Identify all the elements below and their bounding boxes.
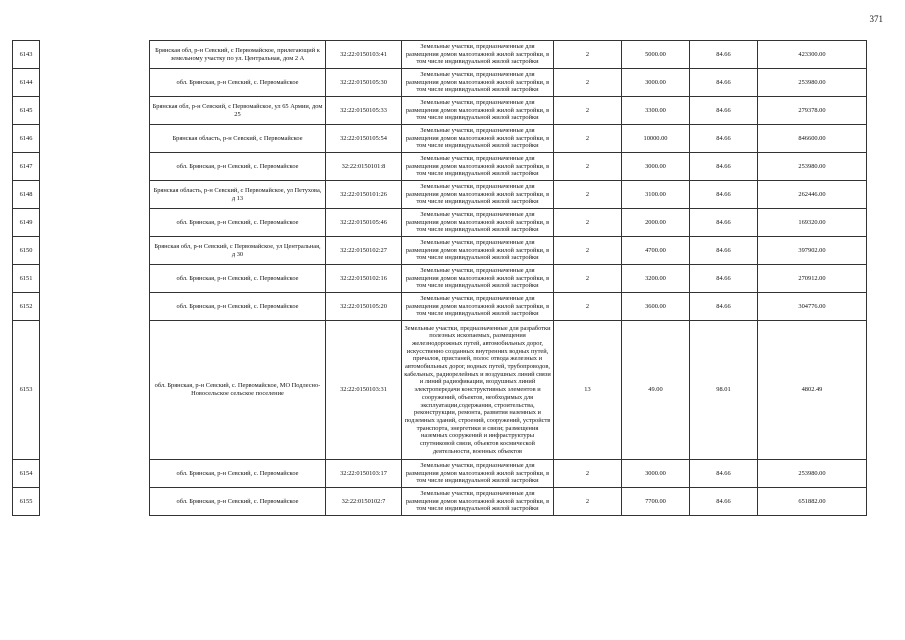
area-cell: 3100.00 <box>622 181 690 209</box>
gap-cell <box>40 265 150 293</box>
table-row <box>13 460 867 488</box>
cadastral-number-cell: 32:22:0150105:46 <box>326 209 402 237</box>
table-row <box>13 97 867 125</box>
table-row <box>13 237 867 265</box>
gap-cell <box>40 237 150 265</box>
row-number: 6151 <box>13 265 40 293</box>
address-cell: обл. Брянская, р-н Севский, с. Первомайское <box>150 209 326 237</box>
gap-cell <box>40 460 150 488</box>
area-cell: 5000.00 <box>622 41 690 69</box>
group-cell: 2 <box>554 125 622 153</box>
area-cell: 4700.00 <box>622 237 690 265</box>
row-number: 6148 <box>13 181 40 209</box>
land-use-cell: Земельные участки, предназначенные для размещения домов малоэтажной жилой застройки, в том числе индивидуальной жилой застройки <box>402 237 554 265</box>
gap-cell <box>40 488 150 516</box>
table-row <box>13 293 867 321</box>
group-cell: 2 <box>554 181 622 209</box>
cadastral-value-cell: 262446.00 <box>758 181 867 209</box>
area-cell: 3000.00 <box>622 69 690 97</box>
land-use-cell: Земельные участки, предназначенные для размещения домов малоэтажной жилой застройки, в том числе индивидуальной жилой застройки <box>402 97 554 125</box>
group-cell: 2 <box>554 209 622 237</box>
cadastral-value-cell: 846600.00 <box>758 125 867 153</box>
gap-cell <box>40 209 150 237</box>
land-use-cell: Земельные участки, предназначенные для размещения домов малоэтажной жилой застройки, в том числе индивидуальной жилой застройки <box>402 460 554 488</box>
specific-value-cell: 84.66 <box>690 265 758 293</box>
specific-value-cell: 84.66 <box>690 237 758 265</box>
specific-value-cell: 84.66 <box>690 209 758 237</box>
cadastral-number-cell: 32:22:0150101:26 <box>326 181 402 209</box>
area-cell: 10000.00 <box>622 125 690 153</box>
table-row <box>13 69 867 97</box>
cadastral-number-cell: 32:22:0150102:27 <box>326 237 402 265</box>
gap-cell <box>40 181 150 209</box>
specific-value-cell: 84.66 <box>690 125 758 153</box>
address-cell: Брянская обл, р-н Севский, с Первомайское, прилегающий к земельному участку по ул. Центральная, дом 2 А <box>150 41 326 69</box>
row-number: 6144 <box>13 69 40 97</box>
group-cell: 2 <box>554 293 622 321</box>
address-cell: обл. Брянская, р-н Севский, с. Первомайское <box>150 69 326 97</box>
table-row <box>13 181 867 209</box>
gap-cell <box>40 97 150 125</box>
cadastral-number-cell: 32:22:0150101:8 <box>326 153 402 181</box>
cadastral-number-cell: 32:22:0150105:33 <box>326 97 402 125</box>
land-use-cell: Земельные участки, предназначенные для размещения домов малоэтажной жилой застройки, в том числе индивидуальной жилой застройки <box>402 265 554 293</box>
row-number: 6143 <box>13 41 40 69</box>
row-number: 6154 <box>13 460 40 488</box>
cadastral-value-cell: 253980.00 <box>758 69 867 97</box>
area-cell: 3000.00 <box>622 460 690 488</box>
land-use-cell: Земельные участки, предназначенные для размещения домов малоэтажной жилой застройки, в том числе индивидуальной жилой застройки <box>402 488 554 516</box>
address-cell: обл. Брянская, р-н Севский, с. Первомайское <box>150 488 326 516</box>
land-use-cell: Земельные участки, предназначенные для размещения домов малоэтажной жилой застройки, в том числе индивидуальной жилой застройки <box>402 293 554 321</box>
area-cell: 3300.00 <box>622 97 690 125</box>
table-row <box>13 125 867 153</box>
gap-cell <box>40 69 150 97</box>
address-cell: Брянская область, р-н Севский, с Первомайское <box>150 125 326 153</box>
land-use-cell: Земельные участки, предназначенные для размещения домов малоэтажной жилой застройки, в том числе индивидуальной жилой застройки <box>402 209 554 237</box>
land-use-cell: Земельные участки, предназначенные для размещения домов малоэтажной жилой застройки, в том числе индивидуальной жилой застройки <box>402 69 554 97</box>
cadastral-value-cell: 279378.00 <box>758 97 867 125</box>
specific-value-cell: 84.66 <box>690 41 758 69</box>
row-number: 6152 <box>13 293 40 321</box>
address-cell: обл. Брянская, р-н Севский, с. Первомайское <box>150 265 326 293</box>
cadastral-number-cell: 32:22:0150105:20 <box>326 293 402 321</box>
cadastral-value-cell: 4802.49 <box>758 321 867 460</box>
row-number: 6146 <box>13 125 40 153</box>
row-number: 6149 <box>13 209 40 237</box>
group-cell: 2 <box>554 488 622 516</box>
specific-value-cell: 84.66 <box>690 69 758 97</box>
gap-cell <box>40 41 150 69</box>
table-row <box>13 321 867 460</box>
table-row <box>13 265 867 293</box>
specific-value-cell: 98.01 <box>690 321 758 460</box>
group-cell: 2 <box>554 460 622 488</box>
group-cell: 2 <box>554 69 622 97</box>
area-cell: 2000.00 <box>622 209 690 237</box>
address-cell: обл. Брянская, р-н Севский, с. Первомайское <box>150 153 326 181</box>
cadastral-number-cell: 32:22:0150105:54 <box>326 125 402 153</box>
area-cell: 7700.00 <box>622 488 690 516</box>
cadastral-value-cell: 651882.00 <box>758 488 867 516</box>
cadastral-number-cell: 32:22:0150103:17 <box>326 460 402 488</box>
gap-cell <box>40 153 150 181</box>
cadastral-value-cell: 253980.00 <box>758 460 867 488</box>
address-cell: обл. Брянская, р-н Севский, с. Первомайское <box>150 293 326 321</box>
group-cell: 2 <box>554 97 622 125</box>
row-number: 6150 <box>13 237 40 265</box>
specific-value-cell: 84.66 <box>690 293 758 321</box>
address-cell: Брянская обл, р-н Севский, с Первомайское, ул 65 Армии, дом 25 <box>150 97 326 125</box>
land-use-cell: Земельные участки, предназначенные для размещения домов малоэтажной жилой застройки, в том числе индивидуальной жилой застройки <box>402 125 554 153</box>
page-number: 371 <box>869 14 883 24</box>
address-cell: обл. Брянская, р-н Севский, с. Первомайское <box>150 460 326 488</box>
table-row <box>13 41 867 69</box>
cadastral-number-cell: 32:22:0150102:16 <box>326 265 402 293</box>
area-cell: 3000.00 <box>622 153 690 181</box>
address-cell: Брянская область, р-н Севский, с Первомайское, ул Петухова, д 13 <box>150 181 326 209</box>
cadastral-value-cell: 253980.00 <box>758 153 867 181</box>
land-use-cell: Земельные участки, предназначенные для размещения домов малоэтажной жилой застройки, в том числе индивидуальной жилой застройки <box>402 181 554 209</box>
specific-value-cell: 84.66 <box>690 488 758 516</box>
cadastral-value-cell: 169320.00 <box>758 209 867 237</box>
area-cell: 3600.00 <box>622 293 690 321</box>
row-number: 6147 <box>13 153 40 181</box>
cadastral-number-cell: 32:22:0150102:7 <box>326 488 402 516</box>
area-cell: 49.00 <box>622 321 690 460</box>
cadastral-number-cell: 32:22:0150105:30 <box>326 69 402 97</box>
cadastral-number-cell: 32:22:0150103:31 <box>326 321 402 460</box>
table-row <box>13 153 867 181</box>
cadastral-number-cell: 32:22:0150103:41 <box>326 41 402 69</box>
group-cell: 2 <box>554 265 622 293</box>
specific-value-cell: 84.66 <box>690 153 758 181</box>
group-cell: 13 <box>554 321 622 460</box>
land-use-cell: Земельные участки, предназначенные для размещения домов малоэтажной жилой застройки, в том числе индивидуальной жилой застройки <box>402 41 554 69</box>
cadastral-value-table <box>12 40 867 516</box>
land-use-cell: Земельные участки, предназначенные для разработки полезных ископаемых, размещения железнодорожных путей, автомобильных дорог, искусственно созданных внутренних водных путей, причалов, пристаней, полос отвода железных и автомобильных дорог, водных путей, трубопроводов, кабельных, радиорелейных и воздушных линий связи и линий радиофикации, воздушных линий электропередачи конструктивных элементов и сооружений, объектов, необходимых для эксплуатации,содержания, строительства, реконструкции, ремонта, развития наземных и подземных зданий, строений, сооружений, устройств транспорта, энергетики и связи; размещения наземных сооружений и инфраструктуры спутниковой связи, объектов космической деятельности, военных объектов <box>402 321 554 460</box>
specific-value-cell: 84.66 <box>690 181 758 209</box>
cadastral-value-cell: 304776.00 <box>758 293 867 321</box>
gap-cell <box>40 125 150 153</box>
group-cell: 2 <box>554 237 622 265</box>
cadastral-value-cell: 397902.00 <box>758 237 867 265</box>
group-cell: 2 <box>554 153 622 181</box>
table-row <box>13 488 867 516</box>
row-number: 6153 <box>13 321 40 460</box>
gap-cell <box>40 293 150 321</box>
table-body <box>13 41 867 516</box>
cadastral-value-cell: 423300.00 <box>758 41 867 69</box>
specific-value-cell: 84.66 <box>690 97 758 125</box>
area-cell: 3200.00 <box>622 265 690 293</box>
row-number: 6155 <box>13 488 40 516</box>
land-use-cell: Земельные участки, предназначенные для размещения домов малоэтажной жилой застройки, в том числе индивидуальной жилой застройки <box>402 153 554 181</box>
table-row <box>13 209 867 237</box>
row-number: 6145 <box>13 97 40 125</box>
specific-value-cell: 84.66 <box>690 460 758 488</box>
group-cell: 2 <box>554 41 622 69</box>
address-cell: Брянская обл, р-н Севский, с Первомайское, ул Центральная, д 30 <box>150 237 326 265</box>
gap-cell <box>40 321 150 460</box>
address-cell: обл. Брянская, р-н Севский, с. Первомайское, МО Подлесно-Новосельское сельское поселение <box>150 321 326 460</box>
cadastral-value-cell: 270912.00 <box>758 265 867 293</box>
